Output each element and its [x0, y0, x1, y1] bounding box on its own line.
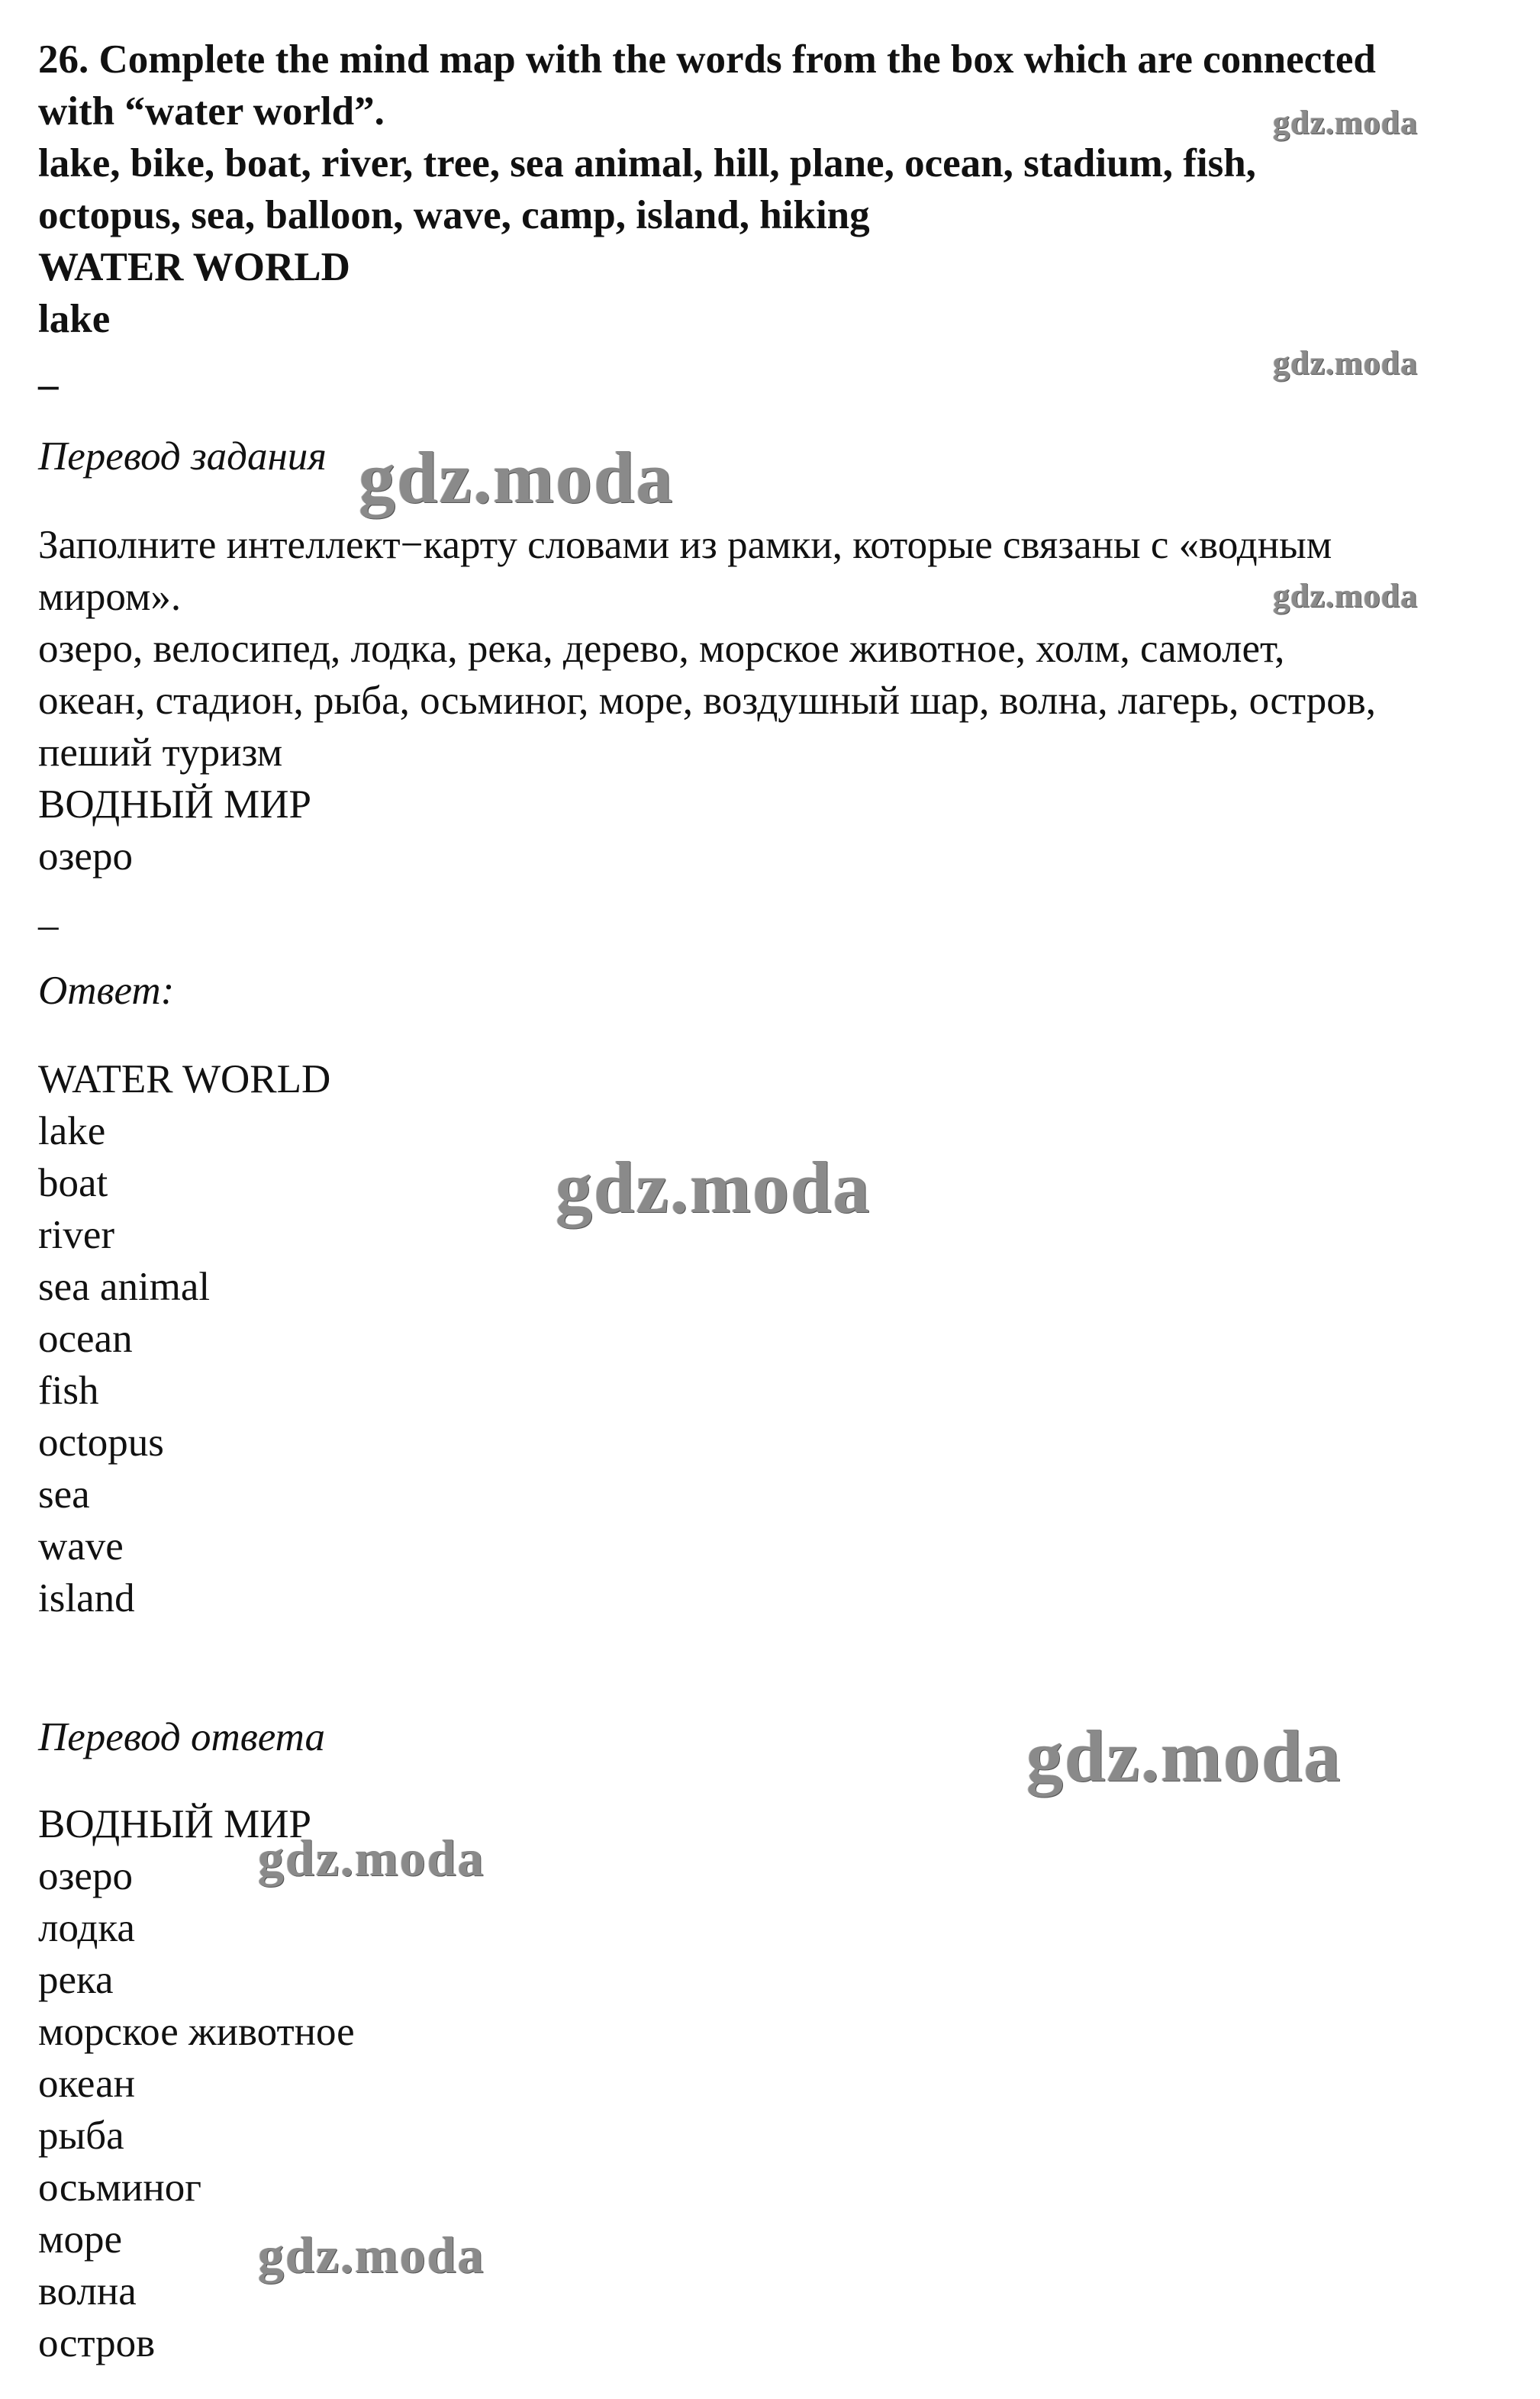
watermark: gdz.moda	[258, 2226, 485, 2284]
answer-item: lake	[38, 1109, 106, 1153]
answer-translation-item: рыба	[38, 2114, 124, 2158]
answer-translation-label: Перевод ответа	[38, 1715, 326, 1759]
translation-words-line-2: океан, стадион, рыба, осьминог, море, воздушный шар, волна, лагерь, остров,	[38, 679, 1377, 723]
translation-map-title: ВОДНЫЙ МИР	[38, 782, 312, 827]
answer-translation-item: река	[38, 1958, 114, 2002]
answer-translation-item: озеро	[38, 1854, 133, 1898]
answer-title: WATER WORLD	[38, 1057, 331, 1101]
watermark: gdz.moda	[1026, 1715, 1342, 1797]
watermark: gdz.moda	[1273, 344, 1419, 382]
watermark: gdz.moda	[556, 1146, 871, 1228]
translation-words-line-1: озеро, велосипед, лодка, река, дерево, морское животное, холм, самолет,	[38, 627, 1285, 671]
translation-line-2: миром».	[38, 575, 182, 619]
translation-line-1: Заполните интеллект−карту словами из рамки, которые связаны с «водным	[38, 523, 1332, 567]
task-words-line-2: octopus, sea, balloon, wave, camp, island, hiking	[38, 193, 870, 237]
task-words-line-1: lake, bike, boat, river, tree, sea animal, hill, plane, ocean, stadium, fish,	[38, 141, 1256, 185]
answer-item: sea animal	[38, 1265, 211, 1309]
translation-map-first: озеро	[38, 834, 133, 879]
task-heading-line-1: 26. Complete the mind map with the words from the box which are connected	[38, 37, 1376, 82]
answer-item: boat	[38, 1161, 108, 1205]
task-map-first: lake	[38, 297, 111, 341]
watermark: gdz.moda	[258, 1829, 485, 1887]
answer-item: fish	[38, 1369, 99, 1413]
translation-dash: –	[38, 903, 59, 947]
task-heading-line-2: with “water world”.	[38, 89, 385, 134]
answer-item: sea	[38, 1472, 90, 1517]
answer-item: wave	[38, 1524, 124, 1569]
watermark: gdz.moda	[1273, 104, 1419, 141]
translation-label: Перевод задания	[38, 434, 327, 479]
watermark: gdz.moda	[1273, 577, 1419, 614]
answer-translation-item: осьминог	[38, 2165, 202, 2210]
answer-translation-item: море	[38, 2217, 123, 2262]
answer-translation-item: волна	[38, 2269, 137, 2314]
answer-translation-item: остров	[38, 2321, 156, 2365]
answer-translation-item: океан	[38, 2062, 135, 2106]
answer-item: river	[38, 1213, 115, 1257]
answer-item: ocean	[38, 1317, 133, 1361]
translation-words-line-3: пеший туризм	[38, 730, 283, 775]
answer-item: octopus	[38, 1420, 164, 1465]
answer-translation-title: ВОДНЫЙ МИР	[38, 1802, 312, 1846]
task-map-title: WATER WORLD	[38, 245, 350, 289]
watermark: gdz.moda	[359, 437, 675, 518]
answer-translation-item: лодка	[38, 1906, 135, 1950]
answer-translation-item: морское животное	[38, 2010, 355, 2054]
task-dash: –	[38, 363, 59, 407]
answer-label: Ответ:	[38, 969, 175, 1013]
answer-item: island	[38, 1576, 135, 1620]
